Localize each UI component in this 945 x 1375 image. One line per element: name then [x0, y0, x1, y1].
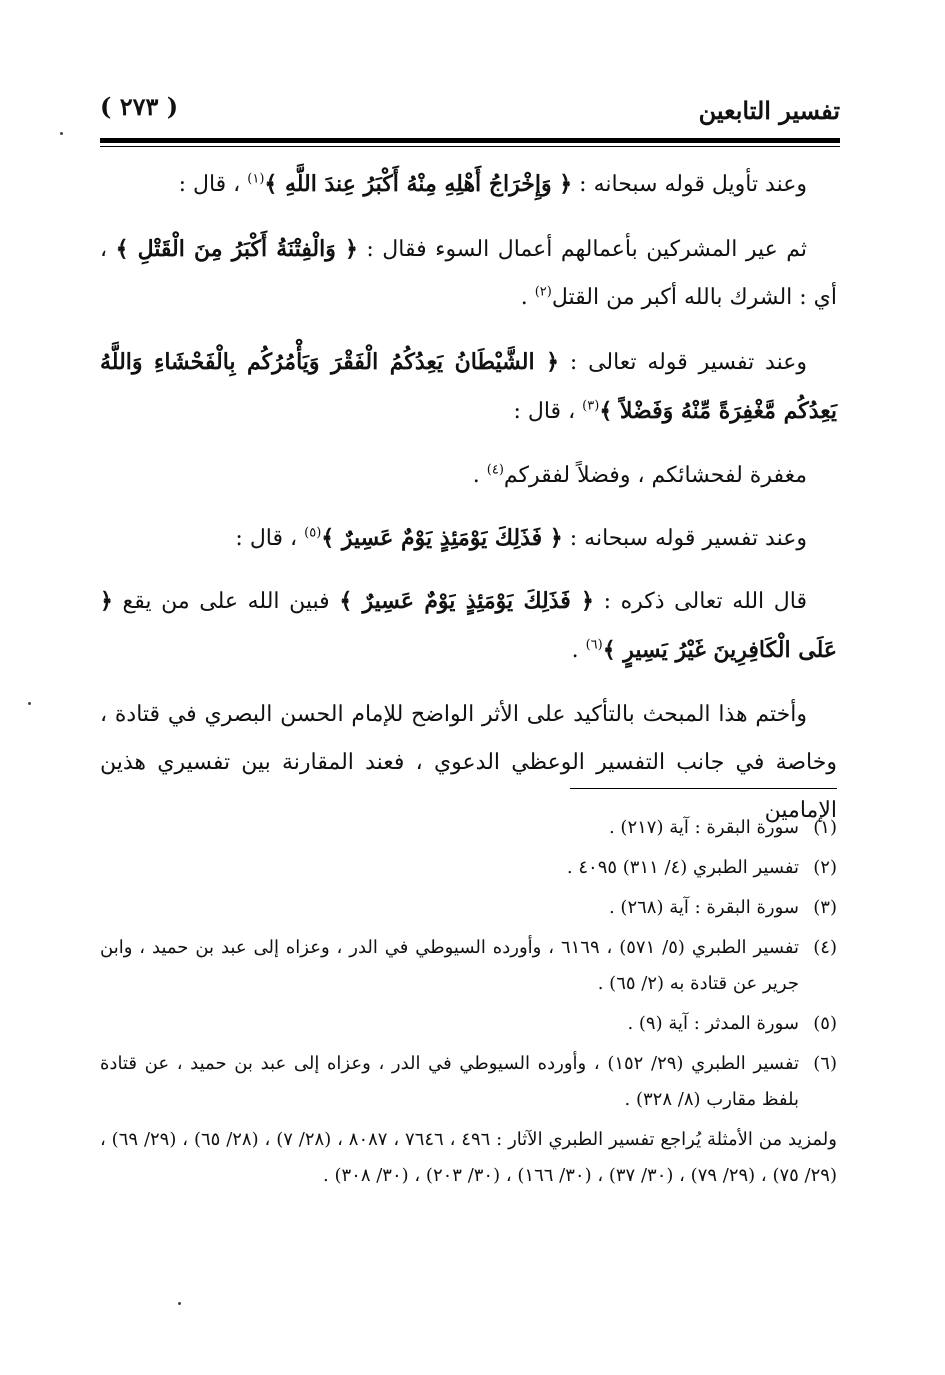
footnote-ref: (٤) [486, 462, 504, 478]
scan-speck [28, 702, 31, 705]
footnote [100, 930, 837, 1002]
text-run: ثم عير المشركين بأعمالهم أعمال السوء فقال : [357, 237, 808, 262]
footnote [100, 890, 837, 926]
paragraph-2 [100, 225, 837, 322]
text-run: . [472, 463, 487, 488]
footnote-text: سورة البقرة : آية (٢١٧) . [608, 817, 799, 838]
footnote [100, 810, 837, 846]
footnote-more-references: ولمزيد من الأمثلة يُراجع تفسير الطبري الآثار : ٤٩٦ ، ٧٦٤٦ ، ٨٠٨٧ ، (٢٨/ ٧) ، (٢٨/ ٦٥) ، (٢٩/ ٦٩) ، (٢٩/ ٧٥) ، (٢٩/ ٧٩) ، (٣٠/ ٣٧) ، (٣٠/ ١٦٦) ، (٣٠/ ٢٠٣) ، (٣٠/ ٣٠٨) . [100, 1129, 837, 1186]
footnote-text: تفسير الطبري (٤/ ٣١١) ٤٠٩٥ . [566, 857, 799, 878]
main-text [100, 160, 837, 851]
footnote [100, 1046, 837, 1118]
footnote-ref: (٦) [585, 637, 603, 653]
text-run: . [520, 285, 535, 310]
text-run: وعند تفسير قوله تعالى : [559, 350, 807, 375]
running-title: تفسير التابعين [698, 96, 840, 125]
text-run: ، أي : الشرك بالله أكبر من القتل [100, 237, 837, 310]
text-run: ، قال : [178, 172, 248, 197]
paragraph-5 [100, 514, 837, 563]
quran-quote: ﴿ فَذَلِكَ يَوْمَئِذٍ يَوْمٌ عَسِيرٌ ﴾ [321, 525, 563, 551]
page-header [100, 92, 840, 132]
text-run: ، قال : [513, 399, 583, 424]
header-rule-thick [100, 138, 840, 143]
text-run: وعند تفسير قوله سبحانه : [562, 526, 807, 551]
header-rule-thin [100, 146, 840, 147]
footnote-number: (٦) [813, 1053, 837, 1074]
footnote-ref: (٢) [534, 284, 552, 300]
text-run: . [571, 638, 586, 663]
text-run: قال الله تعالى ذكره : [593, 589, 807, 614]
scan-speck [178, 1302, 181, 1305]
footnote-number: (٤) [813, 937, 837, 958]
footnote [100, 1006, 837, 1042]
text-run: مغفرة لفحشائكم ، وفضلاً لفقركم [503, 463, 807, 488]
text-run: ، قال : [235, 526, 305, 551]
footnote-number: (٣) [813, 897, 837, 918]
footnote-number: (٥) [813, 1013, 837, 1034]
quran-quote: ﴿ وَإِخْرَاجُ أَهْلِهِ مِنْهُ أَكْبَرُ عِندَ اللَّهِ ﴾ [264, 171, 573, 197]
footnote-text: سورة البقرة : آية (٢٦٨) . [608, 897, 799, 918]
footnote-text: سورة المدثر : آية (٩) . [627, 1013, 799, 1034]
footnote-separator [570, 788, 837, 789]
footnote-ref: (٥) [304, 525, 322, 541]
paragraph-3 [100, 338, 837, 436]
text-run: وعند تأويل قوله سبحانه : [572, 172, 807, 197]
text-run: وأختم هذا المبحث بالتأكيد على الأثر الواضح للإمام الحسن البصري في قتادة ، وخاصة في جانب التفسير الوعظي الدعوي ، فعند المقارنة بين تفسيري هذين الإمامين [100, 702, 837, 823]
paragraph-6 [100, 577, 837, 675]
footnote-text: تفسير الطبري (٥/ ٥٧١) ، ٦١٦٩ ، وأورده السيوطي في الدر ، وعزاه إلى عبد بن حميد ، وابن جرير عن قتادة به (٢/ ٦٥) . [100, 937, 799, 994]
quran-quote: ﴿ وَالْفِتْنَةُ أَكْبَرُ مِنَ الْقَتْلِ ﴾ [115, 236, 358, 262]
footnote-ref: (١) [247, 171, 265, 187]
scan-speck [60, 132, 63, 135]
quran-quote: ﴿ عَلَى الْكَافِرِينَ غَيْرُ يَسِيرٍ ﴾ [100, 588, 837, 663]
quran-quote: ﴿ الشَّيْطَانُ يَعِدُكُمُ الْفَقْرَ وَيَأْمُرُكُم بِالْفَحْشَاءِ وَاللَّهُ يَعِدُكُم مَّغْفِرَةً مِّنْهُ وَفَضْلاً ﴾ [100, 349, 837, 424]
quran-quote: ﴿ فَذَلِكَ يَوْمَئِذٍ يَوْمٌ عَسِيرٌ ﴾ [339, 588, 594, 614]
paragraph-4 [100, 452, 837, 500]
footnote [100, 850, 837, 886]
footnote-number: (٢) [813, 857, 837, 878]
footnote-number: (١) [813, 817, 837, 838]
footnote-text: تفسير الطبري (٢٩/ ١٥٢) ، وأورده السيوطي في الدر ، وعزاه إلى عبد بن حميد ، عن قتادة بلفظ مقارب (٨/ ٣٢٨) . [100, 1053, 799, 1110]
page-number: ( ٢٧٣ ) [100, 92, 179, 121]
paragraph-1 [100, 160, 837, 209]
footnotes [100, 810, 837, 1198]
footnote-ref: (٣) [582, 398, 600, 414]
text-run: فبين الله على من يقع [112, 589, 340, 614]
